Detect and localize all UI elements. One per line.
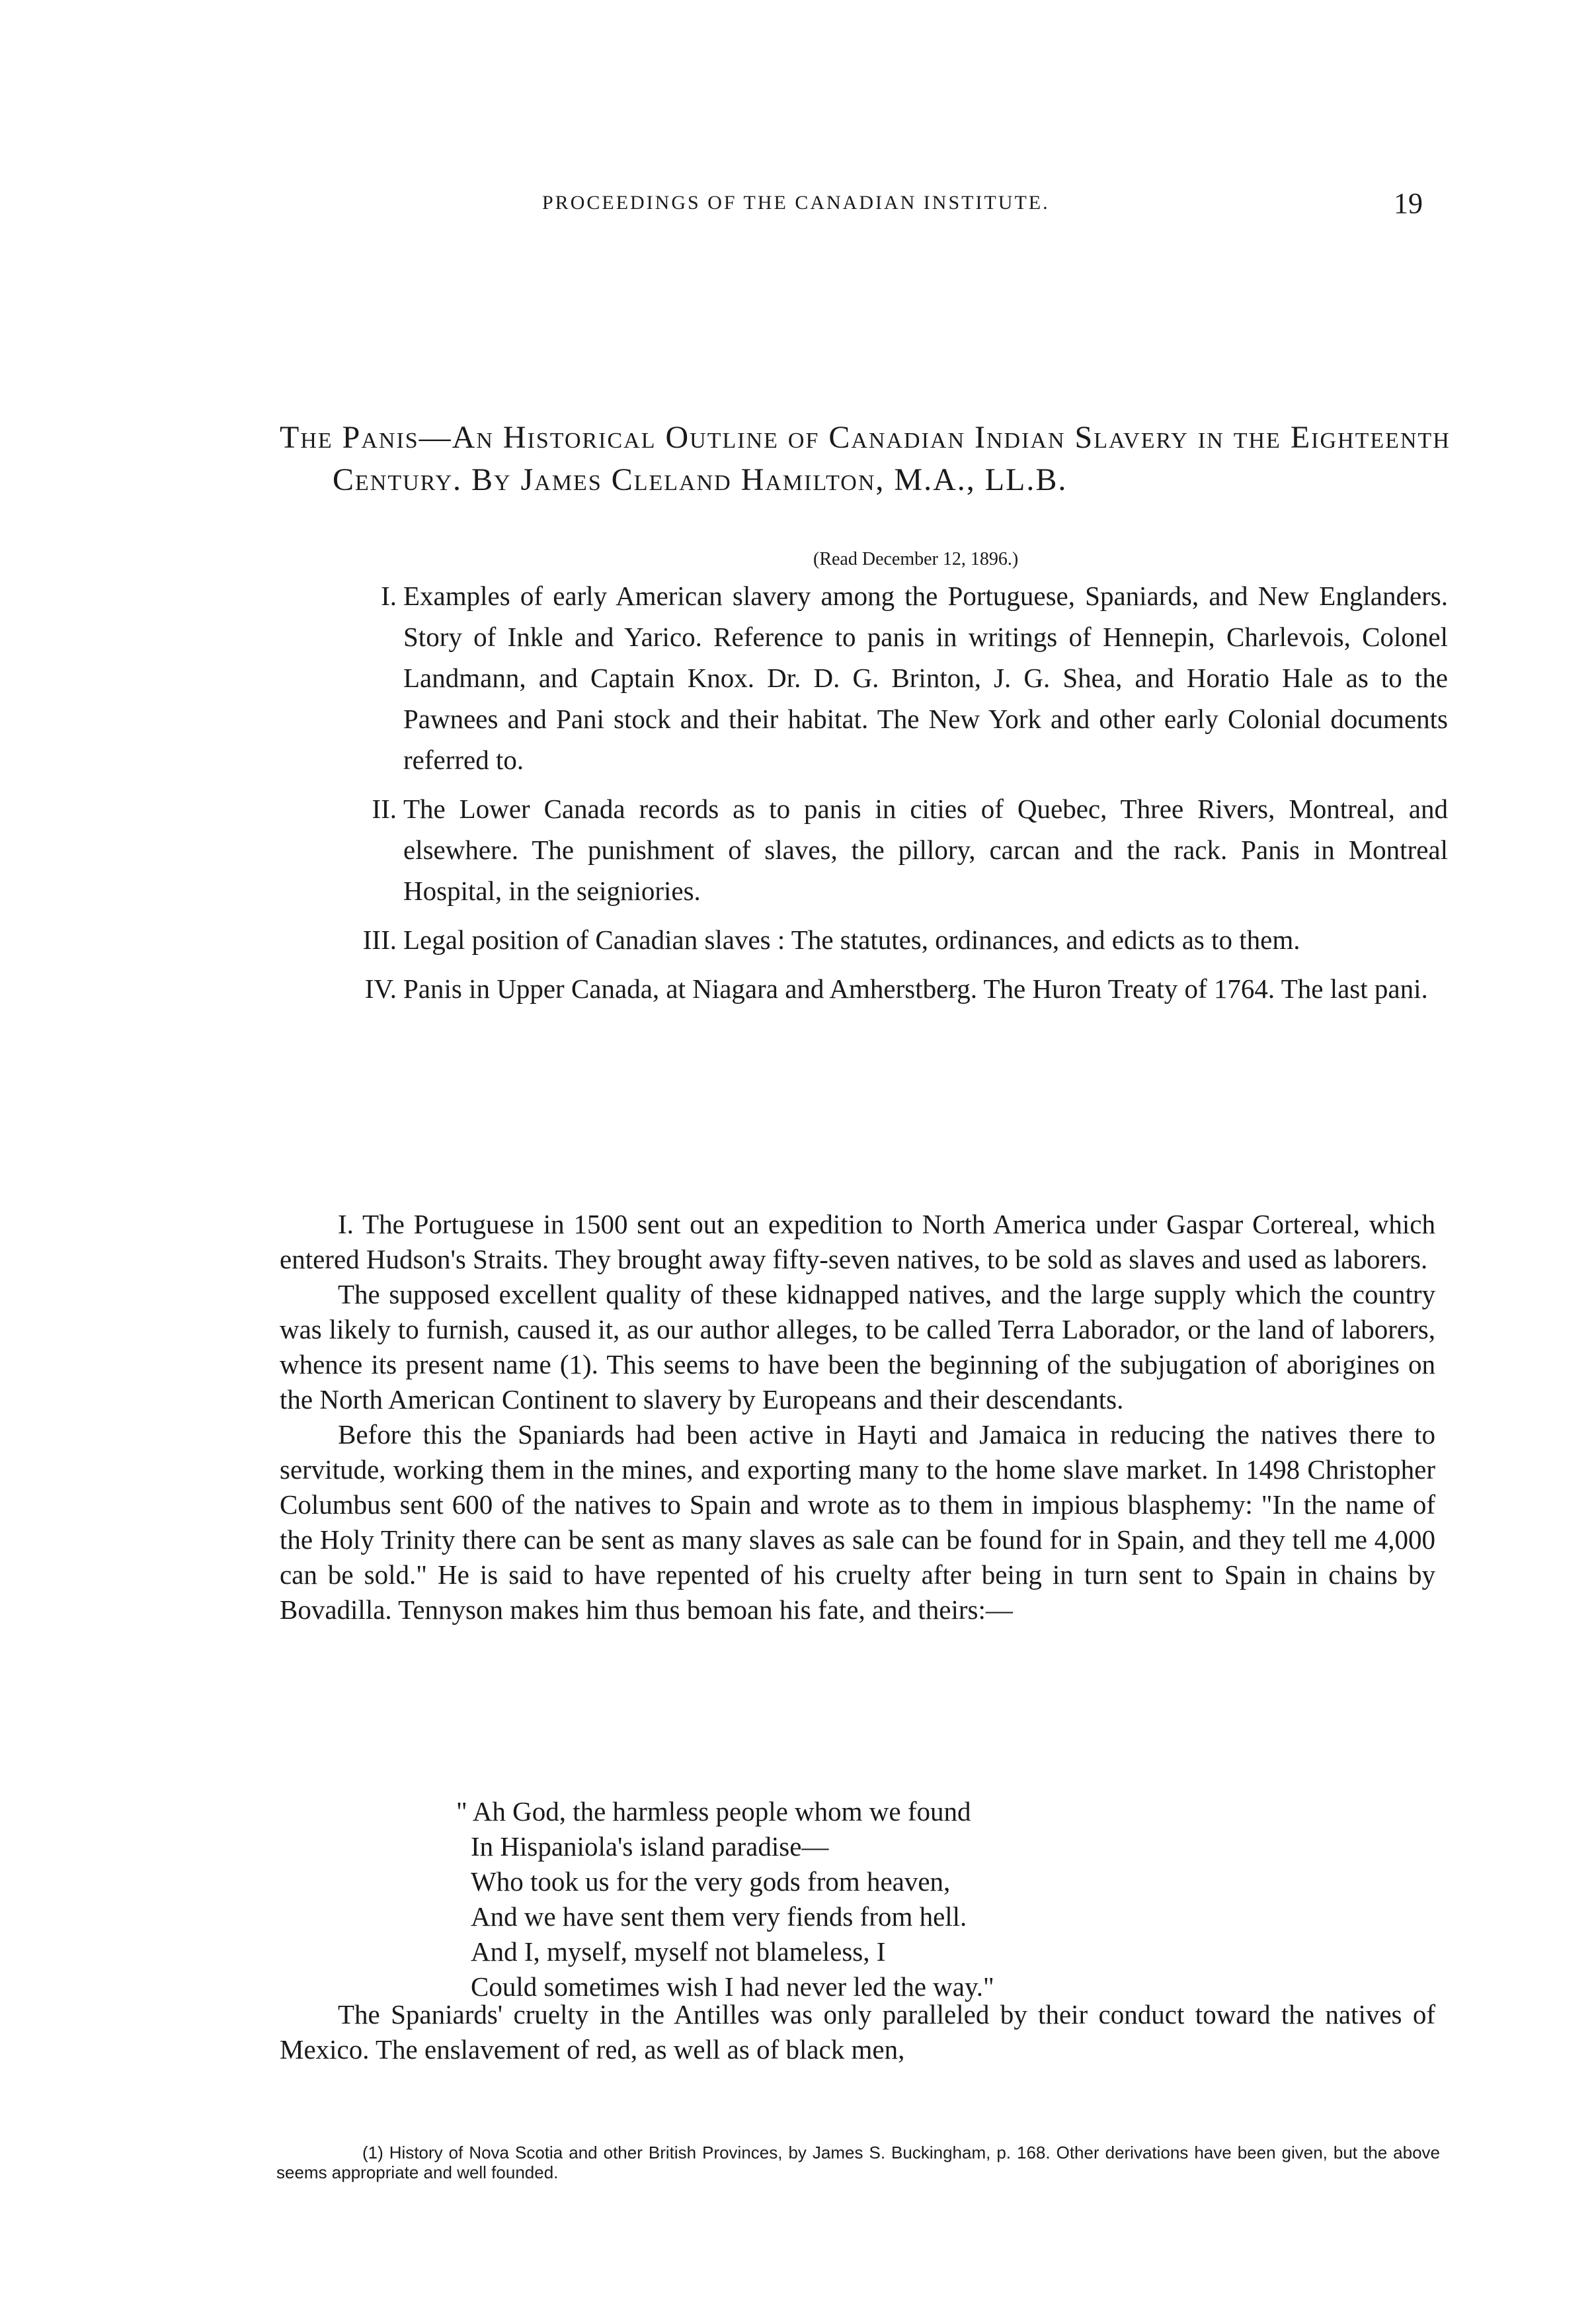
outline-number: III. [362,925,397,955]
body-text [280,1207,1435,1627]
footnote [276,2143,1440,2182]
poem-line: " Ah God, the harmless people whom we found [456,1796,971,1827]
outline-text: Legal position of Canadian slaves : The statutes, ordinances, and edicts as to them. [403,925,1300,955]
poem-quote [456,1794,994,2004]
poem-line: And I, myself, myself not blameless, I [471,1936,886,1967]
chapter-outline [298,575,1448,1017]
poem-line: In Hispaniola's island paradise— [471,1831,829,1862]
body-paragraph: The Spaniards' cruelty in the Antilles was only paralleled by their conduct toward the natives of Mexico. The enslavement of red, as well as of black men, [280,1999,1435,2065]
outline-text: Examples of early American slavery among the Portuguese, Spaniards, and New Englanders. Story of Inkle and Yarico. Reference to panis in writings of Hennepin, Charlevois, Colonel Landmann, and Captain Knox. Dr. D. G. Brinton, J. G. Shea, and Horatio Hale as to the Pawnees and Pani stock and their habitat. The New York and other early Colonial documents referred to. [403,581,1448,775]
outline-item [298,788,1448,911]
poem-line: And we have sent them very fiends from hell. [471,1901,967,1932]
body-paragraph: The supposed excellent quality of these kidnapped natives, and the large supply which the country was likely to furnish, caused it, as our author alleges, to be called Terra Laborador, or the land of laborers, whence its present name (1). This seems to have been the beginning of the subjugation of aborigines on the North American Continent to slavery by Europeans and their descendants. [280,1279,1435,1415]
running-head: PROCEEDINGS OF THE CANADIAN INSTITUTE. [542,192,1050,214]
closing-text [280,1997,1435,2067]
article-title: The Panis—An Historical Outline of Canadian Indian Slavery in the Eighteenth Century. By James Cleland Hamilton, M.A., LL.B. [280,420,1451,497]
body-paragraph: I. The Portuguese in 1500 sent out an expedition to North America under Gaspar Cortereal, which entered Hudson's Straits. They brought away fifty-seven natives, to be sold as slaves and used as laborers. [280,1209,1435,1274]
outline-item [298,919,1448,960]
poem-line: Who took us for the very gods from heaven, [471,1866,951,1897]
body-paragraph: Before this the Spaniards had been active in Hayti and Jamaica in reducing the natives there to servitude, working them in the mines, and exporting many to the home slave market. In 1498 Christopher Columbus sent 600 of the natives to Spain and wrote as to them in impious blasphemy: "In the name of the Holy Trinity there can be sent as many slaves as sale can be found for in Spain, and they tell me 4,000 can be sold." He is said to have repented of his cruelty after being in turn sent to Spain in chains by Bovadilla. Tennyson makes him thus bemoan his fate, and theirs:— [280,1419,1435,1625]
poem-line: Could sometimes wish I had never led the way." [471,1971,994,2002]
outline-text: The Lower Canada records as to panis in cities of Quebec, Three Rivers, Montreal, and elsewhere. The punishment of slaves, the pillory, carcan and the rack. Panis in Montreal Hospital, in the seigniories. [403,794,1448,906]
outline-number: II. [372,794,397,824]
outline-number: I. [381,581,397,611]
outline-text: Panis in Upper Canada, at Niagara and Amherstberg. The Huron Treaty of 1764. The last pani. [403,973,1428,1004]
outline-number: IV. [364,973,397,1004]
outline-item [298,968,1448,1009]
page-number: 19 [1394,187,1423,220]
footnote-text: (1) History of Nova Scotia and other British Provinces, by James S. Buckingham, p. 168. Other derivations have been given, but the above seems appropriate and well founded. [276,2143,1440,2182]
outline-item [298,575,1448,780]
read-date: (Read December 12, 1896.) [813,549,1019,569]
